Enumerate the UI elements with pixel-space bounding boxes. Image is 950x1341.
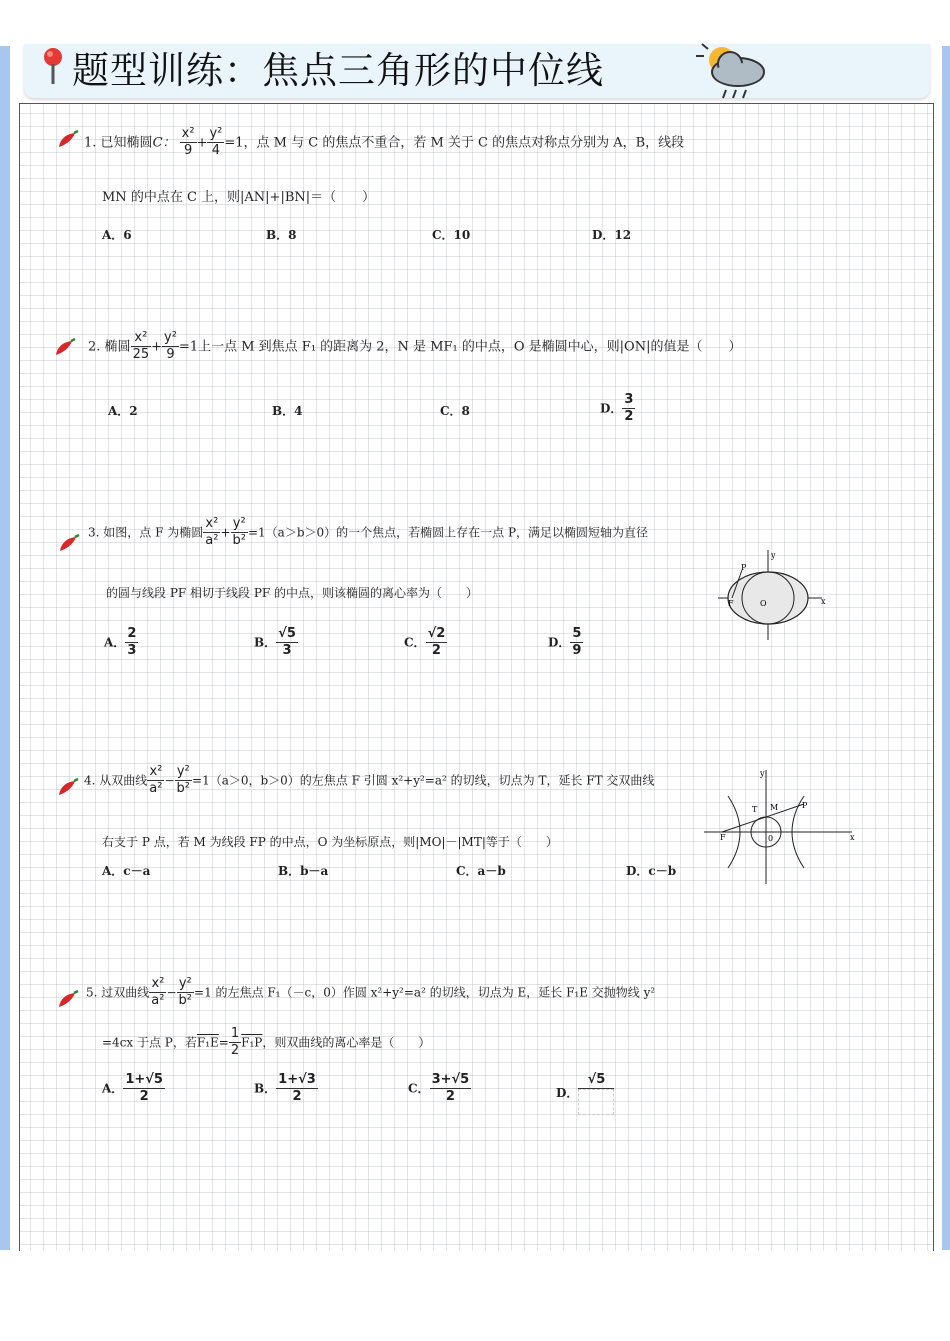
fig3-label-x: x [821,597,826,606]
fig4-label-y: y [760,769,765,778]
chili-pepper-icon [57,990,79,1010]
question-2-line-1: 2. 椭圆 $\frac{\text{x²}}{25}$ + $\frac{\text{y²}}{9}$ =1上一点 M 到焦点 F₁ 的距离为 2，N 是 MF₁ 的中点，O 是椭圆中心，则|ON|的值是（ ） [88,330,742,363]
question-1-line-2: MN 的中点在 C 上，则|AN|+|BN|＝（ ） [102,190,376,205]
q4-option-b[interactable]: B．b－a [278,864,329,878]
fig4-label-t: T [752,805,758,814]
q1-option-a[interactable]: A．6 [102,228,132,242]
q3-option-d[interactable]: D． $\frac{5}{9}$ [548,626,582,659]
chili-pepper-icon [54,338,76,358]
question-4-line-2: 右支于 P 点，若 M 为线段 FP 的中点，O 为坐标原点，则|MO|－|MT|等于（ ） [102,835,558,849]
fig3-label-p: P [741,563,747,572]
q2-option-d[interactable]: D． $\frac{3}{2}$ [600,392,634,425]
fig3-label-o: O [760,599,767,608]
fig4-label-o: 0 [768,834,774,843]
chili-pepper-icon [58,534,80,554]
page-title: 题型训练：焦点三角形的中位线 [72,49,604,92]
question-4-line-1: 4. 从双曲线 $\frac{\text{x²}}{\text{a²}}$ − $\frac{\text{y²}}{\text{b²}}$ =1（a＞0，b＞0）的左焦点 F 引圆 x²+y²=a² 的切线，切点为 T，延长 FT 交双曲线 [84,764,655,797]
chili-pepper-icon [57,130,79,150]
question-5-line-2: =4cx 于点 P，若F₁E= $\frac{1}{2}$ F₁P，则双曲线的离心率是（ ） [102,1026,431,1059]
q3-option-a[interactable]: A． $\frac{2}{3}$ [104,626,137,659]
q2-option-c[interactable]: C．8 [440,404,470,418]
q5-option-c[interactable]: C． $\frac{3+√5}{2}$ [408,1072,470,1105]
q2-option-b[interactable]: B．4 [272,404,303,418]
q5-option-d[interactable]: D． √5 [556,1072,614,1115]
q1-option-d[interactable]: D．12 [592,228,632,242]
q4-option-a[interactable]: A．c－a [102,864,151,878]
hyperbola-figure [700,766,860,886]
cloud-rain-sun-icon [690,40,772,102]
q1-option-b[interactable]: B．8 [266,228,297,242]
question-5-line-1: 5. 过双曲线 $\frac{\text{x²}}{\text{a²}}$ − $\frac{\text{y²}}{\text{b²}}$ =1 的左焦点 F₁（－c，0）作圆 x²+y²=a² 的切线，切点为 E，延长 F₁E 交抛物线 y² [86,976,656,1009]
q4-option-d[interactable]: D．c－b [626,864,677,878]
question-3-line-1: 3. 如图，点 F 为椭圆 $\frac{\text{x²}}{\text{a²}}$ + $\frac{\text{y²}}{\text{b²}}$ =1（a＞b＞0）的一个焦点，若椭圆上存在一点 P，满足以椭圆短轴为直径 [88,516,649,549]
q1-option-c[interactable]: C．10 [432,228,471,242]
q4-option-c[interactable]: C．a－b [456,864,506,878]
fig4-label-x: x [850,833,855,842]
question-1-line-1: 1. 已知椭圆C： $\frac{\text{x²}}{9}$ + $\frac{\text{y²}}{4}$ =1，点 M 与 C 的焦点不重合，若 M 关于 C 的焦点对称点分别为 A，B，线段 [84,126,685,159]
fig4-label-f: F [720,833,726,842]
map-pin-icon [38,46,68,86]
q5-option-b[interactable]: B． $\frac{1+√3}{2}$ [254,1072,316,1105]
left-edge-bar [0,46,10,1250]
q3-option-c[interactable]: C． $\frac{√2}{2}$ [404,626,446,659]
fig3-label-f: F [728,599,734,608]
fig4-label-m: M [770,803,779,812]
right-edge-bar [942,46,950,1250]
chili-pepper-icon [57,778,79,798]
question-3-line-2: 的圆与线段 PF 相切于线段 PF 的中点，则该椭圆的离心率为（ ） [106,586,479,600]
ellipse-figure [714,548,830,642]
q3-option-b[interactable]: B． $\frac{√5}{3}$ [254,626,296,659]
fig4-label-p: P [802,801,808,810]
q2-option-a[interactable]: A．2 [108,404,138,418]
q5-option-a[interactable]: A． $\frac{1+√5}{2}$ [102,1072,163,1105]
fig3-label-y: y [771,551,776,560]
